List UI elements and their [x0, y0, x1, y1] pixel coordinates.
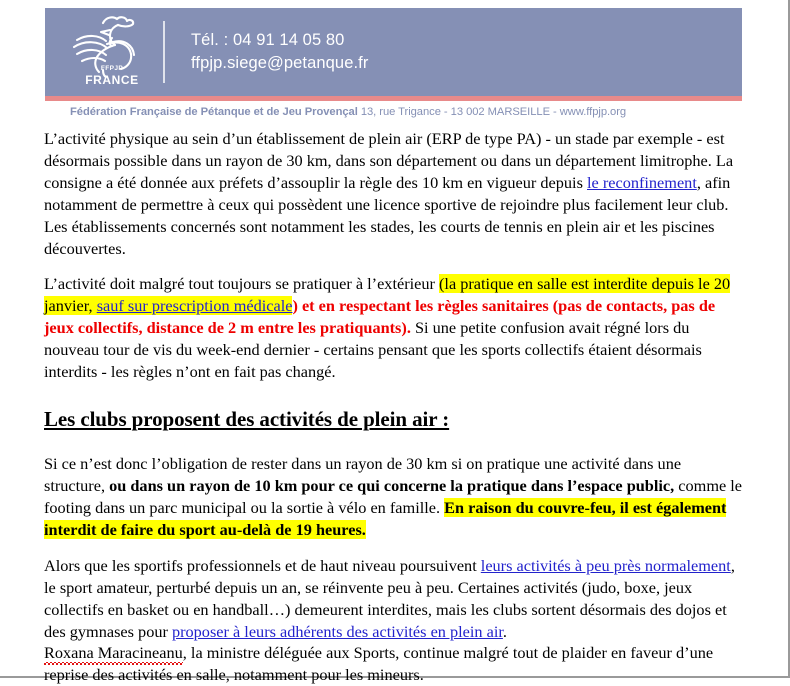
p4-text-1: Alors que les sportifs professionnels et de haut niveau poursuivent: [44, 555, 481, 575]
spellcheck-name: Roxana Maracineanu: [44, 643, 183, 663]
logo-wordmark: [67, 66, 157, 86]
p1-text-2: , afin notamment de permettre à ceux qui possèdent une licence sportive de rejoindre plus facilement leur club. Les établissements concernés sont notamment les stades, les courts de tennis en plein air et les piscines découvertes.: [44, 172, 731, 258]
link-activites-normalement[interactable]: leurs activités à peu près normalement: [480, 555, 731, 575]
paragraph-4: [44, 555, 744, 643]
link-activites-plein-air[interactable]: proposer à leurs adhérents des activités en plein air: [171, 621, 503, 641]
federation-address-line: [70, 106, 770, 118]
header-contact-block: [191, 29, 368, 76]
p3-text-1: Si ce n’est donc l’obligation de rester dans un rayon de 30 km si on pratique une activité dans une structure,: [44, 454, 682, 496]
link-reconfinement[interactable]: le reconfinement: [587, 172, 697, 192]
header-divider: [163, 21, 165, 83]
article-body: [44, 128, 744, 686]
header-email: ffpjp.siege@petanque.fr: [191, 54, 369, 72]
p3-highlight-bold: En raison du couvre-feu, il est également interdit de faire du sport au-delà de 19 heures.: [44, 498, 727, 539]
p4-text-2: , le sport amateur, perturbé depuis un an, se réinvente peu à peu. Certaines activités (judo, boxe, jeux collectifs en basket ou en handball…) demeurent interdites, mais les clubs sortent désormais des dojos et des gymnases pour: [44, 555, 735, 641]
header-banner: [45, 8, 742, 96]
p2-highlight-2: ): [292, 296, 298, 316]
paragraph-1: [44, 128, 744, 259]
logo-wordmark-ffpjp: FFPJP: [100, 65, 124, 72]
p2-text-2: Si une petite confusion avait régné lors du nouveau tour de vis du week-end dernier - certains pensant que les sports collectifs étaient désormais interdits - les règles n’ont en fait pas changé.: [44, 318, 702, 382]
link-prescription-medicale[interactable]: sauf sur prescription médicale: [96, 296, 293, 316]
section-heading: Les clubs proposent des activités de plein air :: [44, 406, 450, 431]
ffpjp-logo: [45, 8, 163, 96]
p3-text-2: comme le footing dans un parc municipal ou la sortie à vélo en famille.: [44, 476, 743, 518]
paragraph-2: [44, 273, 744, 383]
header-accent-rule: [45, 96, 742, 101]
paragraph-3: [44, 453, 744, 541]
p1-text-1: L’activité physique au sein d’un établissement de plein air (ERP de type PA) - un stade par exemple - est désormais possible dans un rayon de 30 km, dans son département ou dans un département limitrophe. La consigne a été donnée aux préfets d’assouplir la règle des 10 km en vigueur depuis: [44, 129, 734, 192]
p2-text-1: L’activité doit malgré tout toujours se pratiquer à l’extérieur: [44, 274, 439, 294]
p4-text-3: .: [502, 621, 507, 641]
logo-wordmark-france: FRANCE: [85, 72, 139, 87]
paragraph-5: [44, 642, 744, 686]
p3-bold-1: ou dans un rayon de 10 km pour ce qui concerne la pratique dans l’espace public,: [109, 476, 675, 496]
federation-name: Fédération Française de Pétanque et de Jeu Provençal: [70, 106, 358, 118]
p2-highlight-1: (la pratique en salle est interdite depuis le 20 janvier,: [44, 274, 731, 316]
p5-text-2: , la ministre déléguée aux Sports, continue malgré tout de plaider en faveur d’une reprise des activités en salle, notamment pour les mineurs.: [44, 643, 714, 685]
federation-address: 13, rue Trigance - 13 002 MARSEILLE - www.ffpjp.org: [357, 106, 627, 118]
p2-red-emphasis: et en respectant les règles sanitaires (pas de contacts, pas de jeux collectifs, distance de 2 m entre les pratiquants).: [44, 296, 716, 338]
header-phone: Tél. : 04 91 14 05 80: [191, 30, 345, 49]
